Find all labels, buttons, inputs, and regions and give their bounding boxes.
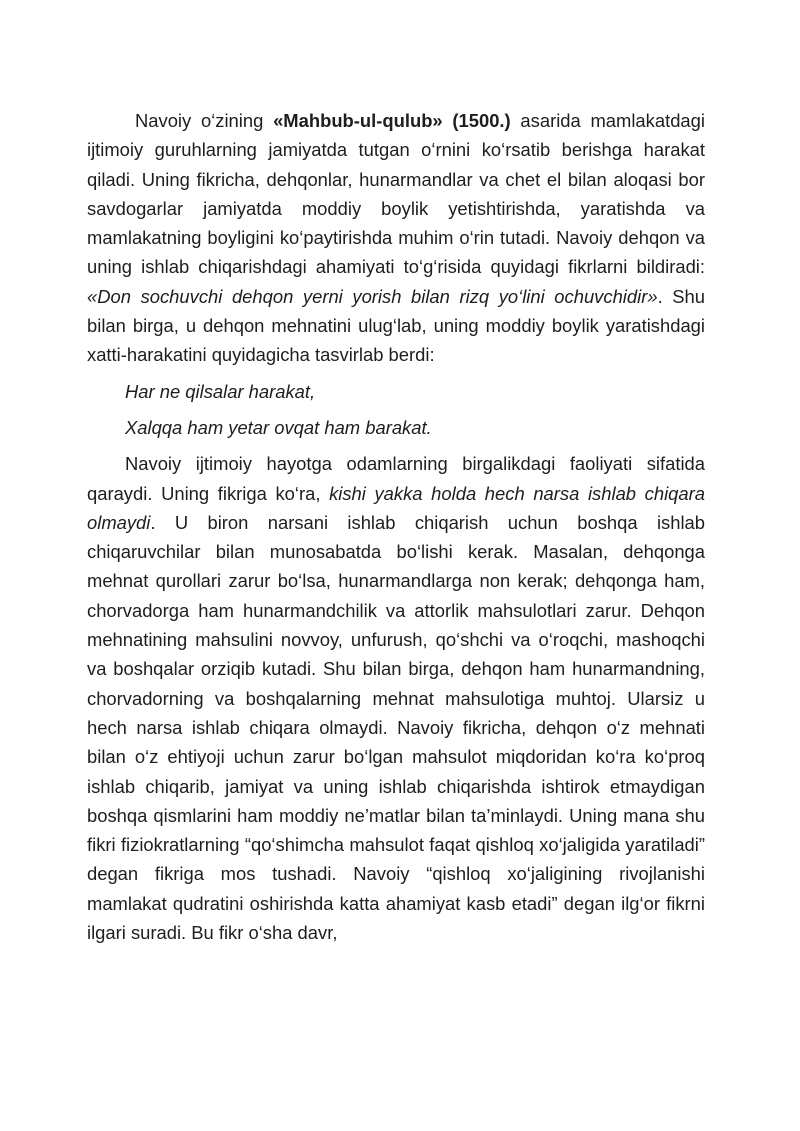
paragraph-2-text-1: Navoiy ijtimoiy hayotga odamlarning birgalikdagi faoliyati sifatida qaraydi. Uning fikriga ko‘ra, <box>87 453 705 504</box>
key-idea-italic: kishi yakka holda hech narsa ishlab chiqara olmaydi <box>87 482 705 533</box>
paragraph-2-text-2: . U biron narsani ishlab chiqarish uchun boshqa ishlab chiqaruvchilar bilan munosabatda bo‘lishi kerak. Masalan, dehqonga mehnat qurollari zarur bo‘lsa, hunarmandlarga non kerak; dehqonga ham, chorvadorga ham hunarmandchilik va attorlik mahsulotlari zarur. Dehqon mehnatining mahsulini novvoy, unfurush, qo‘shchi va o‘roqchi, mashoqchi va boshqalar orziqib kutadi. Shu bilan birga, dehqon ham hunarmandning, chorvadorning va boshqalarning mehnat mahsulotiga muhtoj. Ularsiz u hech narsa ishlab chiqara olmaydi. Navoiy fikricha, dehqon o‘z mehnati bilan o‘z ehtiyoji uchun zarur bo‘lgan mahsulot miqdoridan ko‘ra ko‘proq ishlab chiqarib, jamiyat va uning ishlab chiqarishda ishtirok etmaydigan boshqa qismlarini ham moddiy ne’matlar bilan ta’minlaydi. Uning mana shu fikri fiziokratlarning “qo‘shimcha mahsulot faqat qishloq xo‘jaligida yaratiladi” degan fikriga mos tushadi. Navoiy “qishloq xo‘jaligining rivojlanishi mamlakat qudratini oshirishda katta ahamiyat kasb etadi” degan ilg‘or fikrni ilgari suradi. Bu fikr o‘sha davr, <box>87 511 705 944</box>
navoiy-quote-italic: «Don sochuvchi dehqon yerni yorish bilan rizq yo‘lini ochuvchidir» <box>87 285 658 307</box>
book-title-bold: «Mahbub-ul-qulub» (1500.) <box>273 110 511 131</box>
verse-line-2: Xalqqa ham yetar ovqat ham barakat. <box>125 416 432 438</box>
paragraph-2 <box>87 449 705 947</box>
paragraph-1-text-3: . Shu bilan birga, u dehqon mehnatini ulug‘lab, uning moddiy boylik yaratishdagi xatti-harakatini quyidagicha tasvirlab berdi: <box>87 285 705 366</box>
paragraph-1-text-2: asarida mamlakatdagi ijtimoiy guruhlarning jamiyatda tutgan o‘rnini ko‘rsatib berishga harakat qiladi. Uning fikricha, dehqonlar, hunarmandlar va chet el bilan aloqasi bor savdogarlar jamiyatda moddiy boylik yetishtirishda, yaratishda va mamlakatning boyligini ko‘paytirishda muhim o‘rin tutadi. Navoiy dehqon va uning ishlab chiqarishdagi ahamiyati to‘g‘risida quyidagi fikrlarni bildiradi: <box>87 110 705 278</box>
paragraph-1-text-1: Navoiy o‘zining <box>135 110 274 131</box>
document-page <box>87 106 705 947</box>
paragraph-1 <box>87 106 705 370</box>
verse-line-1: Har ne qilsalar harakat, <box>125 380 316 402</box>
